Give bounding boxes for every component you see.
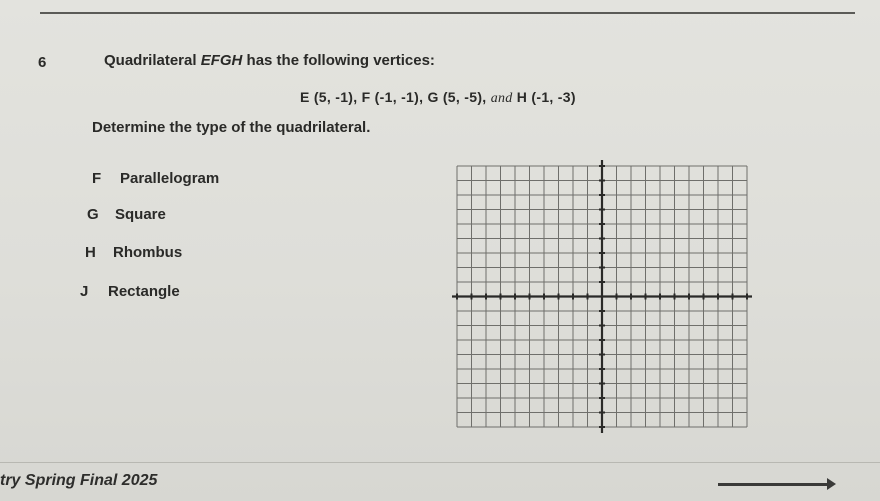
vertex-list xyxy=(300,89,576,107)
vertices-last: H (-1, -3) xyxy=(516,89,576,105)
choice-letter: F xyxy=(92,170,102,187)
bottom-rule xyxy=(0,462,880,463)
next-arrow-icon[interactable] xyxy=(718,483,828,486)
vertices-text: E (5, -1), F (-1, -1), G (5, -5), xyxy=(300,89,487,105)
choice-j[interactable] xyxy=(80,283,180,300)
vertices-and: and xyxy=(490,91,513,106)
question-prompt: Determine the type of the quadrilateral. xyxy=(92,119,371,136)
choice-letter: G xyxy=(87,206,99,223)
top-rule xyxy=(40,12,855,14)
choice-label: Rhombus xyxy=(113,244,183,261)
question-number: 6 xyxy=(38,54,47,71)
stem-text-before: Quadrilateral xyxy=(104,52,201,69)
choice-f[interactable] xyxy=(92,170,219,187)
choice-label: Square xyxy=(115,206,166,223)
stem-text-after: has the following vertices: xyxy=(242,52,435,69)
choice-letter: H xyxy=(85,244,96,261)
choice-label: Rectangle xyxy=(108,283,180,300)
choice-g[interactable] xyxy=(87,206,166,223)
question-stem xyxy=(104,52,435,69)
choice-label: Parallelogram xyxy=(120,170,220,187)
footer-title: try Spring Final 2025 xyxy=(0,472,158,489)
choice-h[interactable] xyxy=(85,244,182,261)
coordinate-grid-svg xyxy=(452,158,752,443)
quadrilateral-name: EFGH xyxy=(200,52,243,69)
choice-letter: J xyxy=(80,283,89,300)
coordinate-grid xyxy=(452,158,752,448)
